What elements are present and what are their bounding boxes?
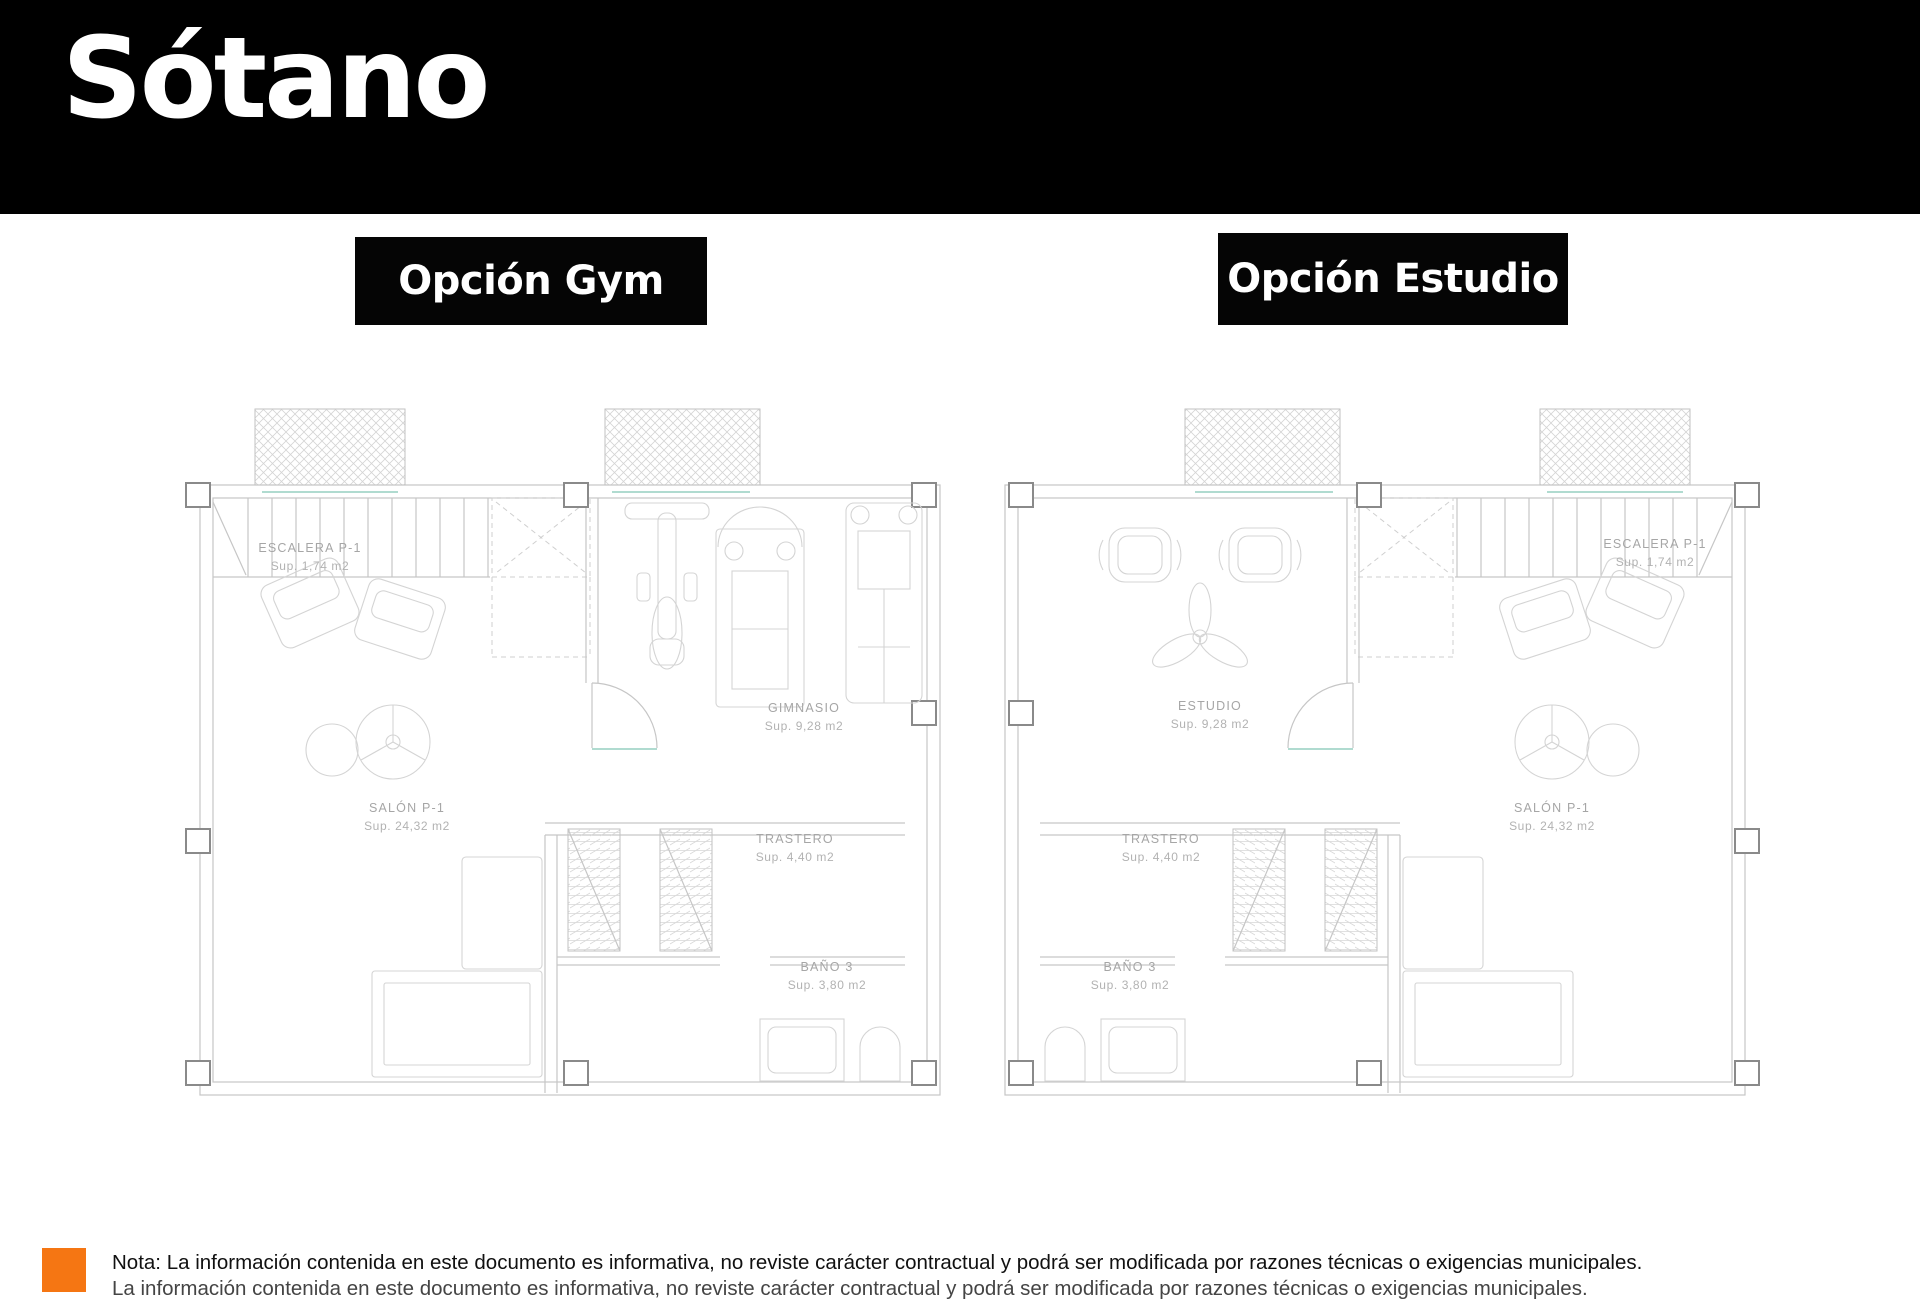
room-labels xyxy=(258,541,866,992)
room-area-principal: Sup. 9,28 m2 xyxy=(764,719,844,733)
room-label-bano: BAÑO 3 xyxy=(1103,960,1157,974)
salon-furniture xyxy=(258,555,542,1077)
room-label-principal: ESTUDIO xyxy=(1178,699,1242,713)
room-label-salon: SALÓN P-1 xyxy=(1513,801,1591,815)
room-area-salon: Sup. 24,32 m2 xyxy=(364,819,450,833)
room-area-bano: Sup. 3,80 m2 xyxy=(1090,978,1170,992)
room-area-principal: Sup. 9,28 m2 xyxy=(1170,717,1250,731)
storage-shelving xyxy=(568,829,712,951)
room-area-bano: Sup. 3,80 m2 xyxy=(787,978,867,992)
room-area-trastero: Sup. 4,40 m2 xyxy=(1121,850,1201,864)
note-marker-square xyxy=(42,1248,86,1292)
header-bar xyxy=(0,0,1920,214)
desk-chair-icon xyxy=(1219,528,1301,582)
bathroom-fixtures xyxy=(760,1019,900,1081)
window-well-hatch xyxy=(255,409,760,485)
room-label-escalera: ESCALERA P-1 xyxy=(1603,537,1707,551)
door-arc xyxy=(1288,683,1353,749)
option-label-estudio-text: Opción Estudio xyxy=(1227,256,1559,302)
option-label-gym xyxy=(355,237,707,325)
room-label-escalera: ESCALERA P-1 xyxy=(258,541,362,555)
room-labels xyxy=(1091,537,1707,992)
room-label-principal: GIMNASIO xyxy=(767,701,841,715)
structural-columns xyxy=(1009,483,1759,1085)
gym-equipment xyxy=(625,503,922,707)
tripod-table-icon xyxy=(1148,583,1253,674)
interior-walls xyxy=(1040,498,1400,1093)
room-area-escalera: Sup. 1,74 m2 xyxy=(270,559,350,573)
weight-machine-icon xyxy=(716,507,804,707)
room-label-trastero: TRASTERO xyxy=(1122,832,1200,846)
room-area-trastero: Sup. 4,40 m2 xyxy=(755,850,835,864)
window-well-hatch xyxy=(1185,409,1690,485)
door-arc xyxy=(592,683,657,749)
structural-columns xyxy=(186,483,936,1085)
staircase xyxy=(213,498,490,577)
desk-chair-icon xyxy=(1099,528,1181,582)
option-label-estudio xyxy=(1218,233,1568,325)
exercise-bike-icon xyxy=(625,503,709,669)
storage-shelving xyxy=(1233,829,1377,951)
room-area-salon: Sup. 24,32 m2 xyxy=(1509,819,1595,833)
floorplan-option-gym xyxy=(160,405,960,1110)
salon-furniture xyxy=(1403,555,1687,1077)
note-text: Nota: La información contenida en este documento es informativa, no reviste carácter contractual y podrá ser modificada por razones técnicas o exigencias municipales. xyxy=(112,1251,1643,1274)
floorplan-option-estudio xyxy=(985,405,1785,1110)
multigym-icon xyxy=(846,503,922,703)
interior-walls xyxy=(545,498,905,1093)
stair-dashed-projection xyxy=(1355,498,1453,657)
room-label-salon: SALÓN P-1 xyxy=(368,801,446,815)
page-title: Sótano xyxy=(62,14,488,144)
studio-furniture xyxy=(1099,528,1301,674)
room-label-bano: BAÑO 3 xyxy=(800,960,854,974)
bathroom-fixtures xyxy=(1045,1019,1185,1081)
note-line2-clipped: La información contenida en este documento es informativa, no reviste carácter contractual y podrá ser modificada por razones técnicas o exigencias municipales. xyxy=(112,1277,1588,1300)
option-label-gym-text: Opción Gym xyxy=(398,258,664,304)
room-area-escalera: Sup. 1,74 m2 xyxy=(1615,555,1695,569)
room-label-trastero: TRASTERO xyxy=(756,832,834,846)
stair-dashed-projection xyxy=(492,498,590,657)
